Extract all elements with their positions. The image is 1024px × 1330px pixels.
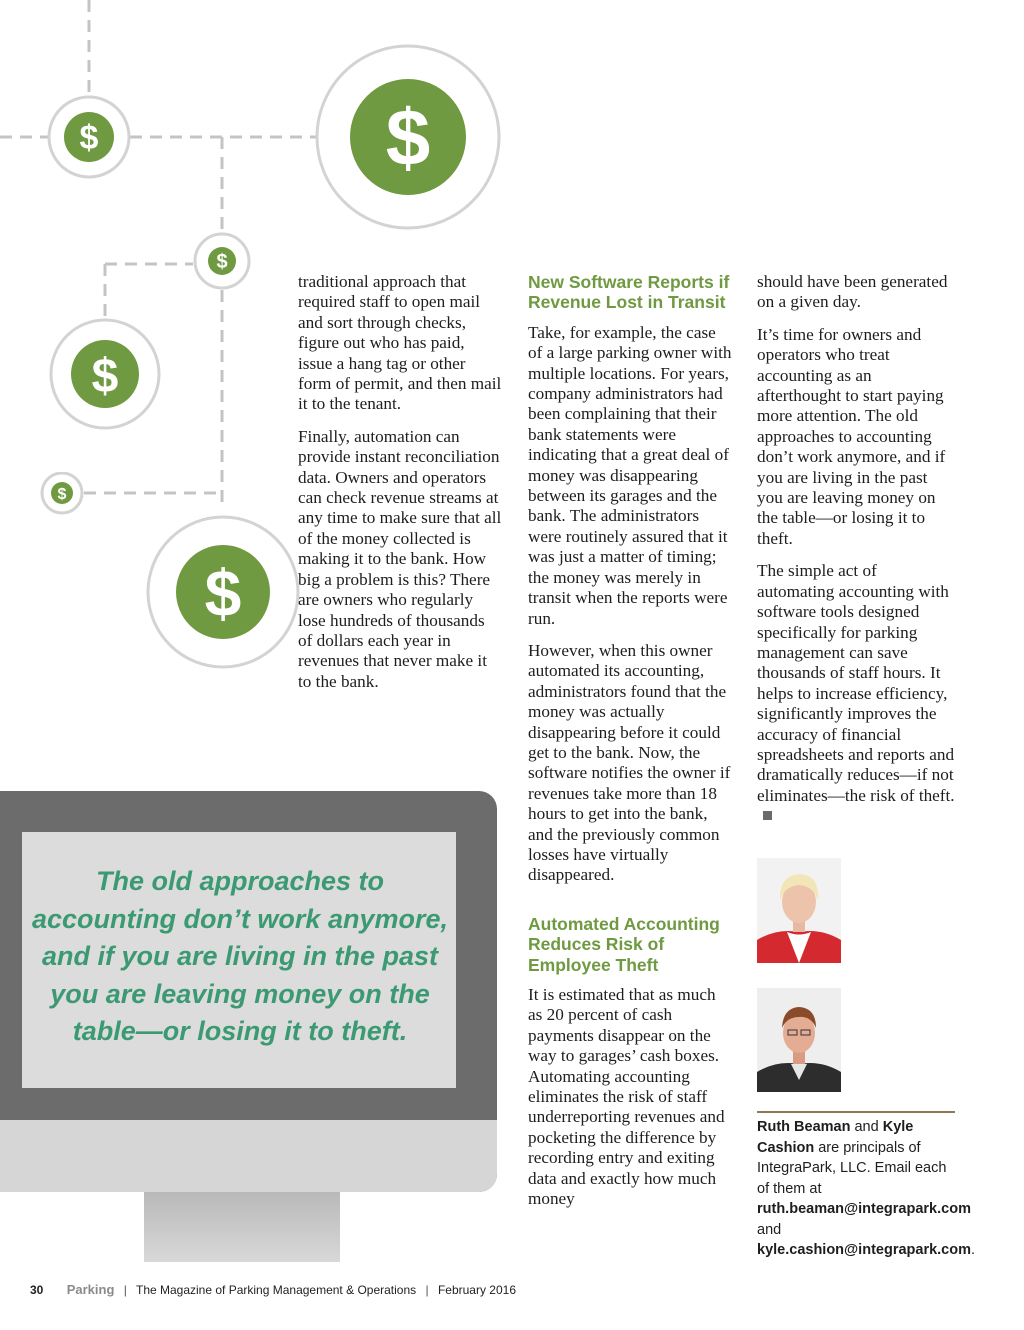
body-paragraph: However, when this owner automated its accounting, administrators found that the money was actually disappearing before it could get to the bank. Now, the software notifies the owner if revenues take more than 18 hours to get into the bank, and the previously common losses have virtually disappeared. [528,640,731,885]
bio-text: are principals of IntegraPark, LLC. Email each of them at [757,1139,947,1197]
dollar-icon: $ [204,556,242,630]
page-number: 30 [30,1283,44,1297]
author-name: Kyle Cashion [757,1119,914,1156]
pull-quote: The old approaches to accounting don’t work anymore, and if you are living in the past you are leaving money on the table—or losing it to theft. [31,866,449,1046]
dollar-icon: $ [216,251,228,273]
article-column-2 [528,272,734,1221]
body-paragraph: traditional approach that required staff to open mail and sort through checks, figure out who has paid, issue a hang tag or other form of permit, and then mail it to the tenant. [298,272,502,414]
bio-divider [757,1111,955,1113]
body-paragraph: It’s time for owners and operators who treat accounting as an afterthought to start paying more attention. The old approaches to accounting don’t work anymore, and if you are living in the past you are leaving money on the table—or losing it to theft. [757,324,946,548]
issue-date: February 2016 [437,1283,516,1297]
end-mark-icon [763,811,772,820]
dollar-icon: $ [91,350,119,403]
dollar-badge-tiny [40,472,84,521]
bio-text: and [757,1221,782,1238]
dollar-badge-mini [193,232,253,297]
body-paragraph: Finally, automation can provide instant reconciliation data. Owners and operators can check revenue streams at any time to make sure that all of the money collected is making it to the bank. How big a problem is this? There are owners who regularly lose hundreds of thousands of dollars each year in revenues that never make it to the bank. [298,426,502,691]
article-column-3 [757,272,957,839]
author-photo-kyle-cashion [757,988,841,1092]
author-photo-ruth-beaman [757,858,841,963]
body-paragraph [757,561,957,826]
footer-separator: | [123,1283,127,1297]
author-name: Ruth Beaman [757,1119,851,1135]
section-heading: New Software Reports if Revenue Lost in Transit [528,272,730,313]
footer-separator: | [425,1283,429,1297]
dollar-badge-medium [49,318,163,437]
article-column-1 [298,272,503,704]
body-paragraph: should have been generated on a given day. [757,272,948,312]
dollar-badge-large [314,43,504,238]
author-bio [757,1117,976,1261]
body-paragraph: It is estimated that as much as 20 percent of cash payments disappear on the way to garages’ cash boxes. Automating accounting eliminates the risk of staff underreporting revenues and pocketing the difference by recording entry and exiting data and exactly how much money [528,985,725,1209]
magazine-name: Parking [66,1282,115,1297]
monitor-chin [0,1120,497,1192]
dollar-icon: $ [57,486,67,503]
dollar-icon: $ [385,93,431,182]
author-email-link[interactable]: kyle.cashion@integrapark.com [757,1242,971,1258]
dollar-badge-small-top [47,95,131,184]
monitor-stand [144,1192,340,1262]
magazine-subtitle: The Magazine of Parking Management & Operations [135,1283,417,1297]
author-email-link[interactable]: ruth.beaman@integrapark.com [757,1201,971,1217]
page-footer [30,1282,516,1297]
dollar-icon: $ [79,119,99,157]
dollar-badge-lower [145,514,301,675]
bio-text: . [971,1242,976,1258]
body-paragraph: Take, for example, the case of a large parking owner with multiple locations. For years, company administrators had been complaining that their bank statements were indicating that a great deal of money was disappearing between its garages and the bank. The administrators were routinely assured that it was just a matter of timing; the money was merely in transit when the reports were run. [528,322,732,628]
body-paragraph-text: The simple act of automating accounting with software tools designed specifically for parking management can save thousands of staff hours. It helps to increase efficiency, significantly improves the accuracy of financial spreadsheets and reports and dramatically reduces—if not eliminates—the risk of theft. [757,561,955,805]
bio-text: and [850,1119,883,1135]
section-heading: Automated Accounting Reduces Risk of Employee Theft [528,913,720,975]
